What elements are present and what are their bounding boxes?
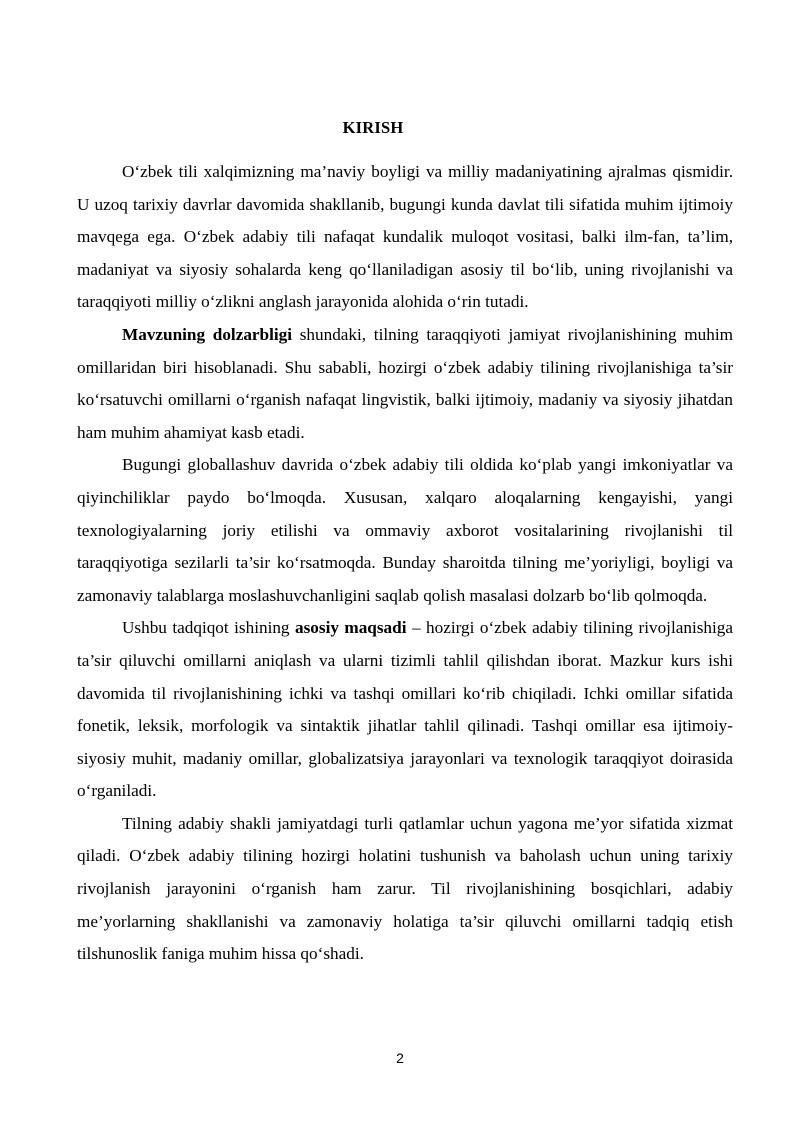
paragraph-globalization [77,449,733,612]
paragraph-text: Bugungi globallashuv davrida o‘zbek adabiy tili oldida ko‘plab yangi imkoniyatlar va qiyinchiliklar paydo bo‘lmoqda. Xususan, xalqaro aloqalarning kengayishi, yangi texnologiyalarning joriy etilishi va ommaviy axborot vositalarining rivojlanishi til taraqqiyotiga sezilarli ta’sir ko‘rsatmoqda. Bunday sharoitda tilning me’yoriyligi, boyligi va zamonaviy talablarga moslashuvchanligini saqlab qolish masalasi dolzarb bo‘lib qolmoqda. [77,455,733,605]
paragraph-relevance [77,319,733,449]
paragraph-text: Tilning adabiy shakli jamiyatdagi turli qatlamlar uchun yagona me’yor sifatida xizmat qiladi. O‘zbek adabiy tilining hozirgi holatini tushunish va baholash uchun uning tarixiy rivojlanish jarayonini o‘rganish ham zarur. Til rivojlanishining bosqichlari, adabiy me’yorlarning shakllanishi va zamonaviy holatiga ta’sir qiluvchi omillarni tadqiq etish tilshunoslik faniga muhim hissa qo‘shadi. [77,813,733,964]
section-title: KIRISH [342,118,404,137]
paragraph-bold-term: Mavzuning dolzarbligi [122,324,293,344]
paragraph-text: shundaki, tilning taraqqiyoti jamiyat rivojlanishining muhim omillaridan biri hisoblanadi. Shu sababli, hozirgi o‘zbek adabiy tilining rivojlanishiga ta’sir ko‘rsatuvchi omillarni o‘rganish nafaqat lingvistik, balki ijtimoiy, madaniy va siyosiy jihatdan ham muhim ahamiyat kasb etadi. [77,324,734,442]
paragraph-goal [77,612,733,808]
paragraph-intro [77,156,733,319]
page-number: 2 [396,1050,404,1066]
paragraph-text: O‘zbek tili xalqimizning ma’naviy boyligi va milliy madaniyatining ajralmas qismidir. U uzoq tarixiy davrlar davomida shakllanib, bugungi kunda davlat tili sifatida muhim ijtimoiy mavqega ega. O‘zbek adabiy tili nafaqat kundalik muloqot vositasi, balki ilm-fan, ta’lim, madaniyat va siyosiy sohalarda keng qo‘llaniladigan asosiy til bo‘lib, uning rivojlanishi va taraqqiyoti milliy o‘zlikni anglash jarayonida alohida o‘rin tutadi. [77,162,733,312]
body-text [77,156,733,971]
paragraph-literary-form [77,808,733,971]
paragraph-text: – hozirgi o‘zbek adabiy tilining rivojlanishiga ta’sir qiluvchi omillarni aniqlash va ularni tizimli tahlil qilishdan iborat. Mazkur kurs ishi davomida til rivojlanishining ichki va tashqi omillari ko‘rib chiqiladi. Ichki omillar sifatida fonetik, leksik, morfologik va sintaktik jihatlar tahlil qilinadi. Tashqi omillar esa ijtimoiy-siyosiy muhit, madaniy omillar, globalizatsiya jarayonlari va texnologik taraqqiyot doirasida o‘rganiladi. [77,618,733,801]
paragraph-text: Ushbu tadqiqot ishining [122,618,295,638]
paragraph-bold-term: asosiy maqsadi [295,618,407,638]
